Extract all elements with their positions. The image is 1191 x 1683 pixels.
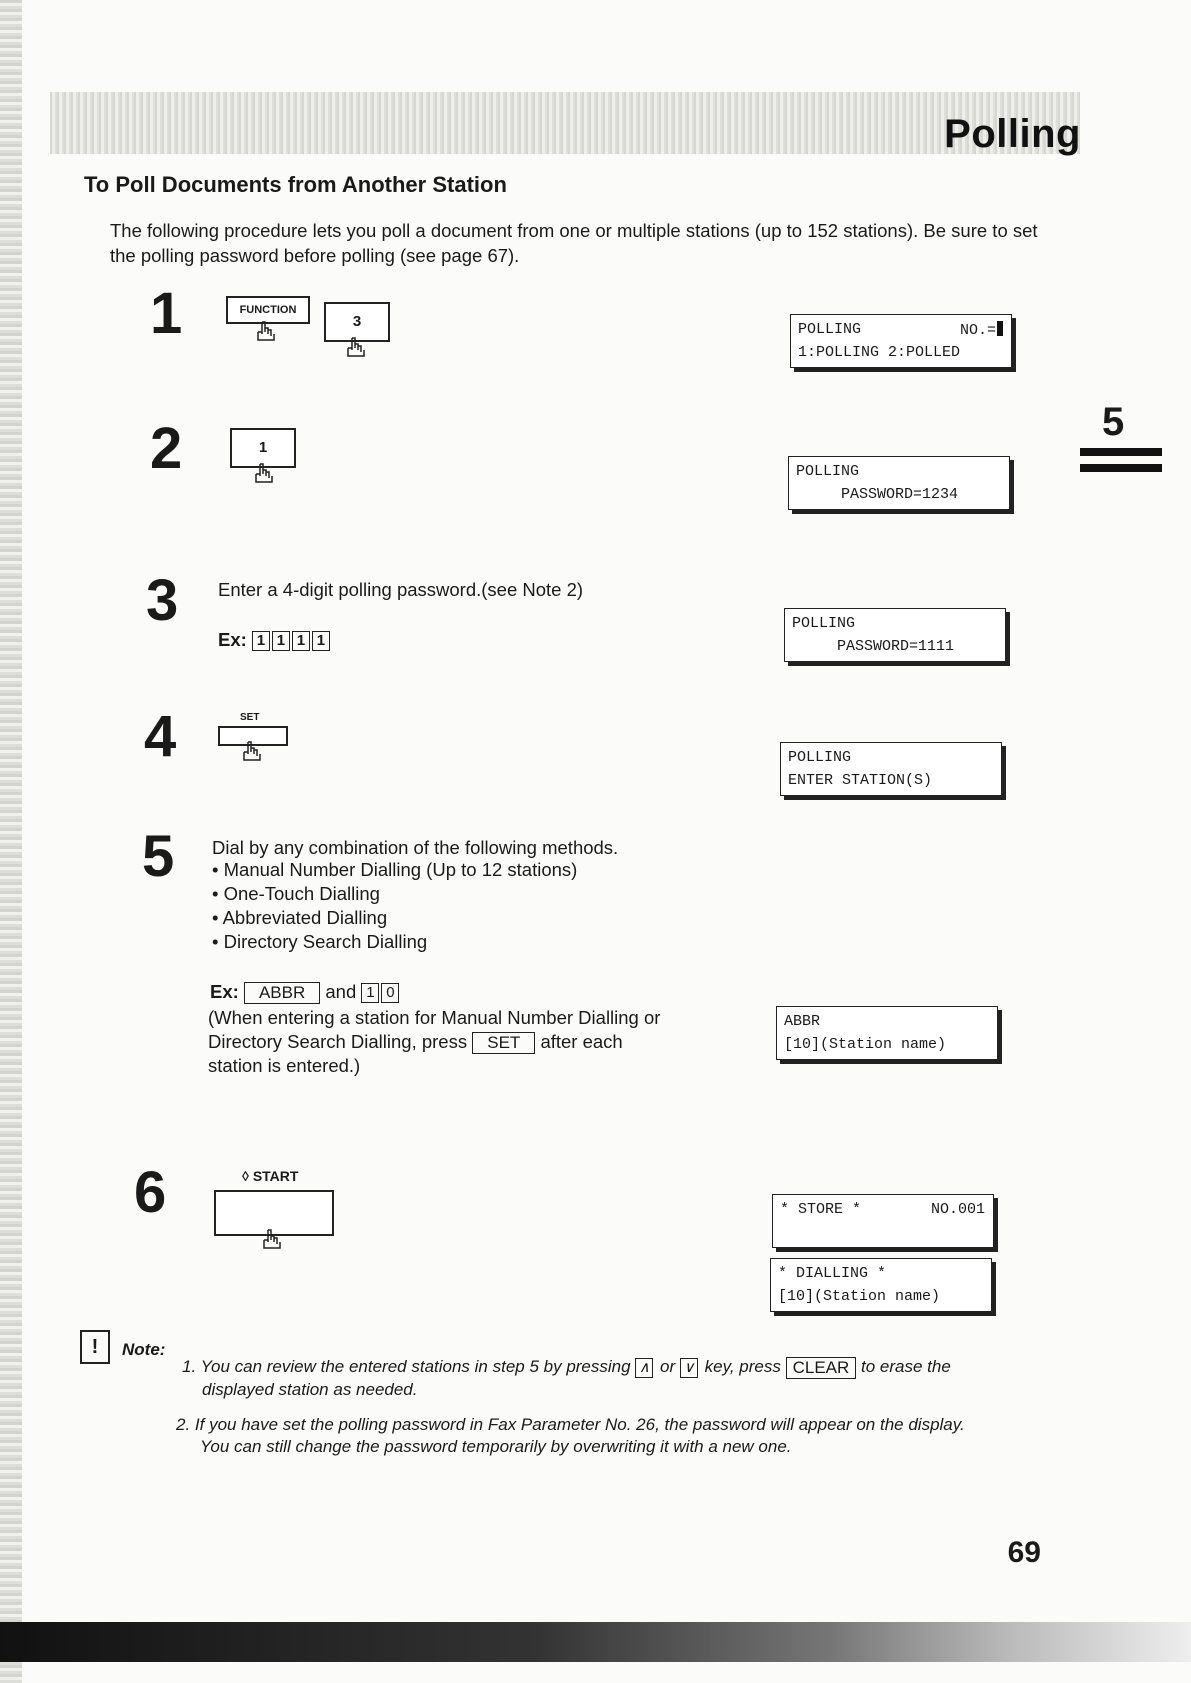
lcd-line-2: [10](Station name) [778,1288,941,1305]
digit-key: 1 [312,631,330,651]
step-5-text: Dial by any combination of the following methods. [212,837,619,858]
digit-key: 1 [252,631,270,651]
step-5-number: 5 [142,824,175,889]
digit-key: 1 [361,983,379,1003]
list-item: • Abbreviated Dialling [212,907,388,928]
lcd-line-1: * STORE * [780,1201,862,1218]
start-icon: ◊ [242,1168,249,1184]
lcd-display-step-2 [788,456,1010,510]
digit-key: 1 [292,631,310,651]
pointing-finger-icon [252,320,278,344]
footer-band [0,1622,1191,1662]
key-3[interactable]: 3 [324,302,390,342]
list-item: • Directory Search Dialling [212,931,428,952]
list-item: • One-Touch Dialling [212,883,380,904]
lcd-line-1: POLLING [798,321,862,338]
lcd-display-step-3 [784,608,1006,662]
step-3-text: Enter a 4-digit polling password.(see Note 2) [218,579,584,600]
note-1: 1. You can review the entered stations in step 5 by pressing ∧ or ∨ key, press CLEAR to erase the displayed station as needed. [182,1357,951,1399]
chapter-tab-bars [1080,448,1162,480]
lcd-line-2: PASSWORD=1111 [792,638,955,655]
page-number: 69 [1007,1536,1041,1569]
note-2: 2. If you have set the polling password in Fax Parameter No. 26, the password will appear on the display. You can still change the password temporarily by overwriting it with a new one. [176,1415,965,1456]
lcd-display-step-5 [776,1006,998,1060]
intro-paragraph: The following procedure lets you poll a document from one or multiple stations (up to 152 stations). Be sure to set the polling password before polling (see page 67). [110,220,1038,266]
chapter-number: 5 [1102,400,1125,444]
lcd-display-step-6-store [772,1194,994,1248]
up-arrow-key: ∧ [635,1358,653,1378]
lcd-line-2: ENTER STATION(S) [788,772,933,789]
lcd-display-step-6-dialling [770,1258,992,1312]
down-arrow-key: ∨ [680,1358,698,1378]
lcd-display-step-4 [780,742,1002,796]
note-label: Note: [122,1340,166,1359]
step-2-number: 2 [150,416,183,481]
abbr-key: ABBR [244,982,320,1004]
start-key-label: ◊ START [242,1168,299,1184]
step-4-number: 4 [144,704,177,769]
step-6-number: 6 [134,1160,167,1225]
lcd-line-1: POLLING [792,615,856,632]
list-item: • Manual Number Dialling (Up to 12 stations) [212,859,578,880]
function-key[interactable]: FUNCTION [226,296,310,324]
page-title: Polling [944,112,1081,156]
digit-key: 1 [272,631,290,651]
key-1[interactable]: 1 [230,428,296,468]
lcd-display-step-1 [790,314,1012,368]
step-3-example: Ex: 1 1 1 1 [218,628,332,652]
set-key-inline: SET [472,1032,535,1054]
pointing-finger-icon [258,1228,284,1252]
step-1-number: 1 [150,281,183,346]
pointing-finger-icon [238,740,264,764]
page-binding-edge [0,0,22,1683]
lcd-line-2: [10](Station name) [784,1036,947,1053]
lcd-line-1-right: NO.= [960,321,1003,339]
pointing-finger-icon [250,462,276,486]
section-title: To Poll Documents from Another Station [84,172,507,197]
pointing-finger-icon [342,336,368,360]
lcd-line-1: POLLING [788,749,852,766]
set-key-label: SET [240,712,260,723]
lcd-line-1-right: NO.001 [930,1201,985,1218]
lcd-line-2: 1:POLLING 2:POLLED [798,344,961,361]
step-5-explanation: (When entering a station for Manual Number Dialling or Directory Search Dialling, press SET after each station is entered.) [208,1007,661,1077]
step-5-methods [212,858,577,954]
digit-key: 0 [381,983,399,1003]
lcd-line-1: ABBR [784,1013,821,1030]
lcd-line-1: * DIALLING * [778,1265,887,1282]
header-band [50,92,1080,154]
lcd-line-1: POLLING [796,463,860,480]
note-icon: ! [80,1330,110,1364]
step-5-example: Ex: ABBR and 1 0 [210,980,401,1004]
clear-key: CLEAR [786,1357,857,1379]
step-3-number: 3 [146,568,179,633]
lcd-line-2: PASSWORD=1234 [796,486,959,503]
